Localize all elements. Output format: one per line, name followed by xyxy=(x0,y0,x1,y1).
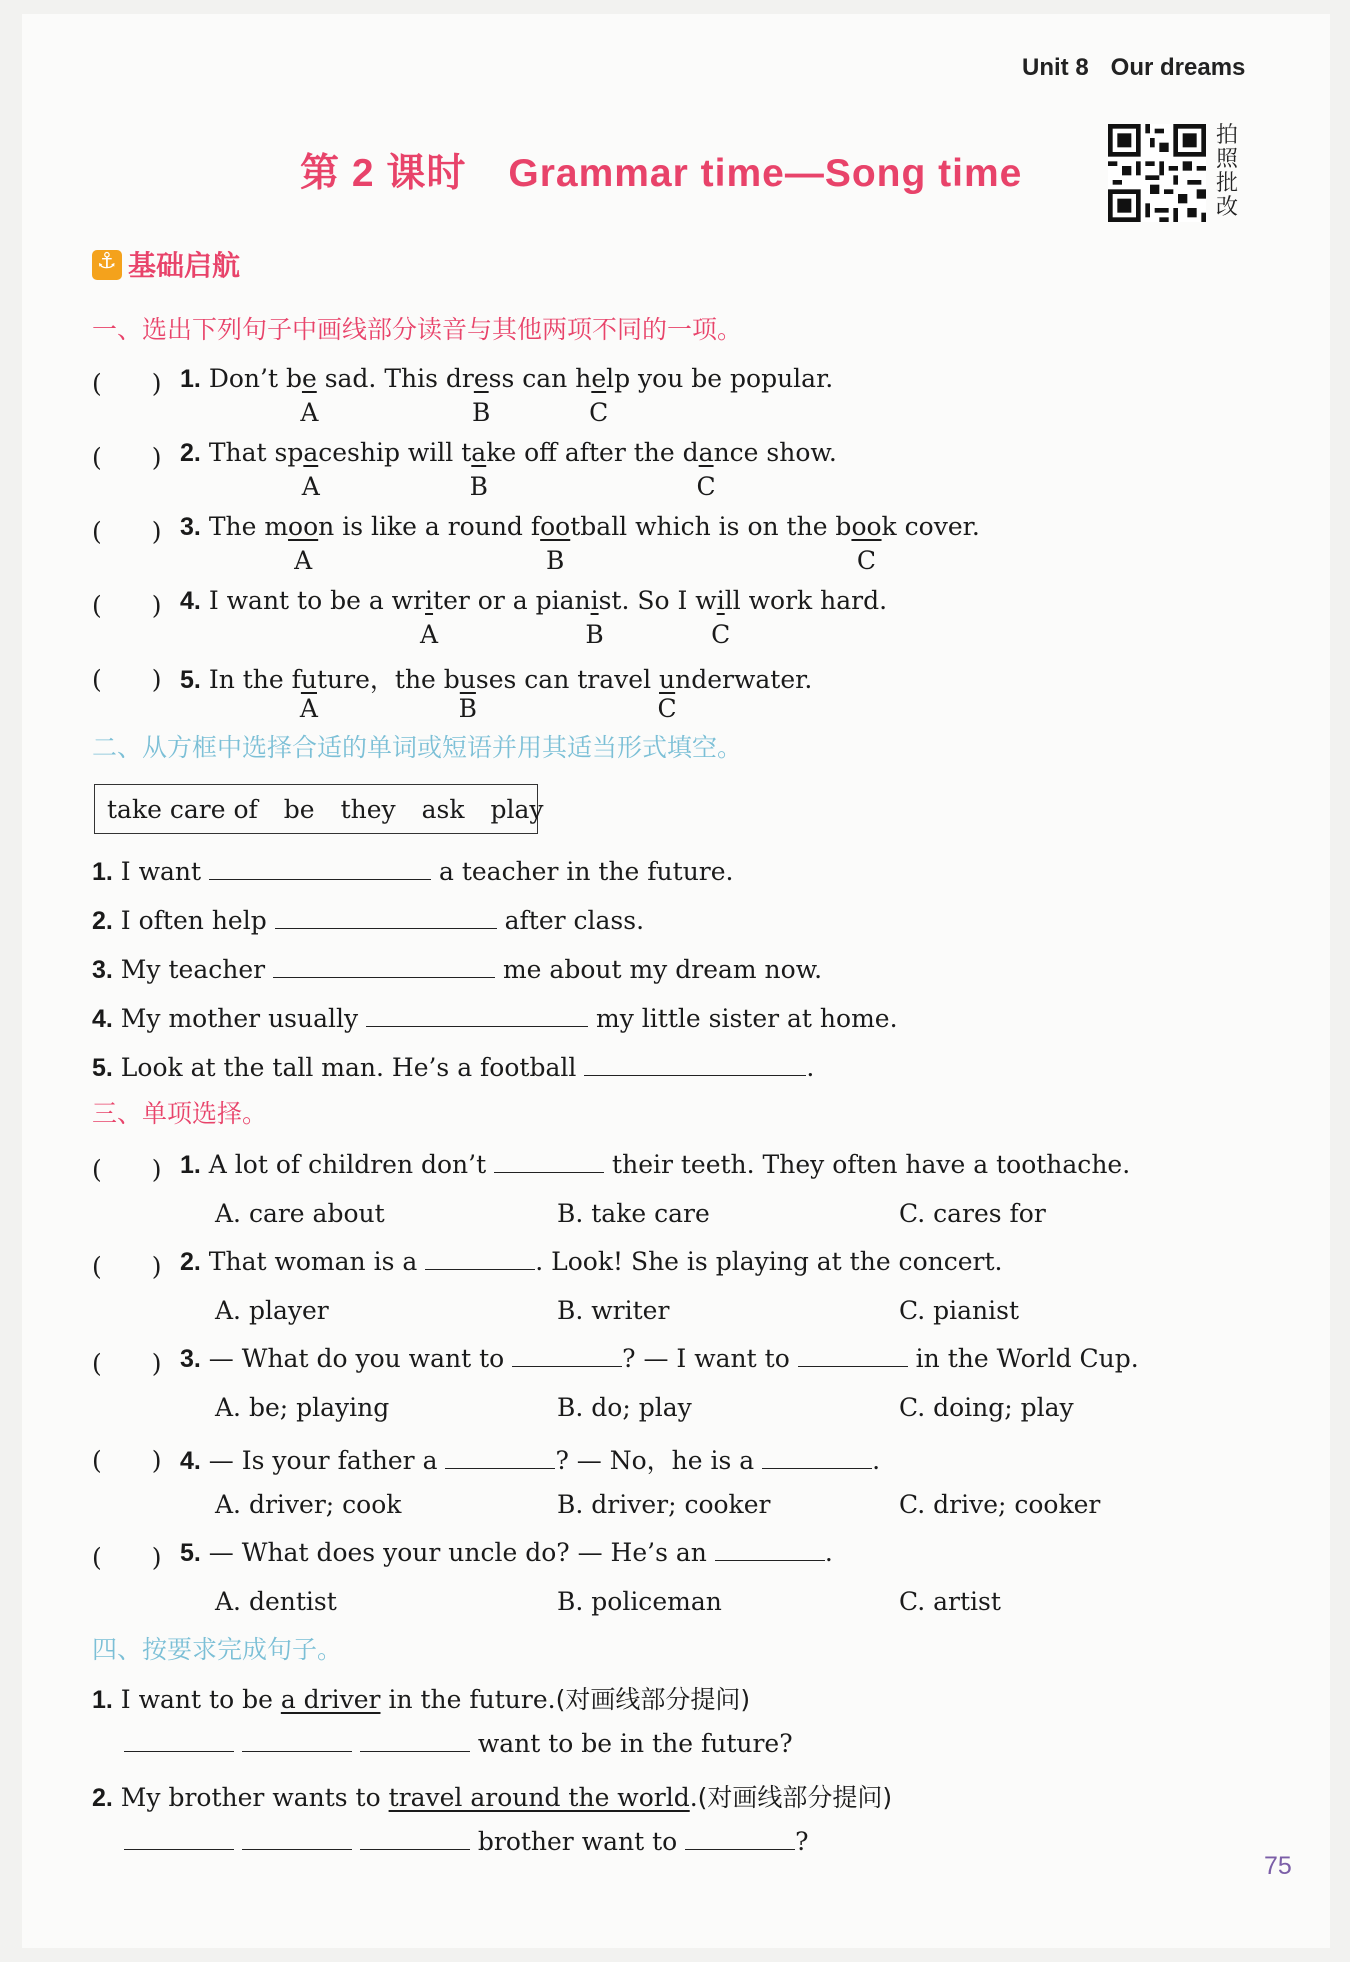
sentence-text: That sp xyxy=(208,438,304,467)
question-line xyxy=(180,1538,833,1568)
choice-option[interactable]: C. cares for xyxy=(899,1199,1046,1228)
sentence-text: Don’t b xyxy=(208,364,302,393)
underlined-phrase: a driver xyxy=(280,1685,381,1714)
section3-title: 三、单项选择。 xyxy=(92,1099,268,1128)
question-number: 5. xyxy=(92,1054,113,1082)
question-number: 4. xyxy=(180,587,201,615)
answer-blank[interactable] xyxy=(366,1006,588,1027)
anchor-icon xyxy=(92,250,122,280)
question-line xyxy=(180,1247,1002,1277)
answer-blank[interactable] xyxy=(275,908,497,929)
option-letter: C xyxy=(711,620,731,649)
lesson-title xyxy=(300,142,1022,198)
sentence-text: brother want to xyxy=(477,1827,686,1856)
choice-option[interactable]: A. dentist xyxy=(215,1587,337,1616)
option-letter: A xyxy=(294,546,313,575)
answer-blank[interactable] xyxy=(124,1829,234,1850)
underlined-letters: oo xyxy=(540,512,571,541)
rewrite-question xyxy=(92,1680,750,1716)
question-line xyxy=(180,364,833,394)
option-letter: C xyxy=(589,398,609,427)
sentence-text: My teacher xyxy=(112,955,274,984)
answer-paren[interactable]: ( ) xyxy=(92,369,162,398)
choice-option[interactable]: C. artist xyxy=(899,1587,1001,1616)
question-number: 5. xyxy=(180,1539,201,1567)
underlined-letters: e xyxy=(591,364,607,393)
sentence-text: ke off after the d xyxy=(486,438,699,467)
section2-title: 二、从方框中选择合适的单词或短语并用其适当形式填空。 xyxy=(92,733,743,762)
instruction-note: (对画线部分提问) xyxy=(697,1783,893,1812)
choice-option[interactable]: A. be; playing xyxy=(215,1393,390,1422)
answer-blank[interactable] xyxy=(242,1731,352,1752)
choice-option[interactable]: C. doing; play xyxy=(899,1393,1074,1422)
option-letter: A xyxy=(299,694,318,723)
underlined-letters: a xyxy=(303,438,319,467)
option-letter: C xyxy=(696,472,716,501)
sentence-text: k cover. xyxy=(881,512,980,541)
sentence-text: my little sister at home. xyxy=(588,1004,898,1033)
answer-blank[interactable] xyxy=(360,1829,470,1850)
question-number: 1. xyxy=(92,1686,113,1714)
basic-section-title xyxy=(92,244,240,284)
sentence-text: ceship will t xyxy=(318,438,472,467)
word-box-item: play xyxy=(490,795,544,824)
sentence-text: tball which is on the b xyxy=(570,512,852,541)
photo-grading-label: 拍照批改 xyxy=(1216,123,1239,220)
answer-paren[interactable]: ( ) xyxy=(92,1446,162,1475)
sentence-text: — What does your uncle do? xyxy=(200,1538,578,1567)
fill-blank-line xyxy=(92,1053,814,1083)
sentence-text: in the future. xyxy=(380,1685,556,1714)
question-number: 2. xyxy=(180,439,201,467)
sentence-text: ss can h xyxy=(488,364,592,393)
sentence-text: after class. xyxy=(496,906,645,935)
sentence-text: — No，he is a xyxy=(568,1446,763,1475)
question-number: 2. xyxy=(180,1248,201,1276)
answer-paren[interactable]: ( ) xyxy=(92,443,162,472)
sentence-text: . Look! She is playing at the concert. xyxy=(535,1247,1003,1276)
underlined-letters: i xyxy=(425,586,434,615)
sentence-text: . xyxy=(824,1538,833,1567)
question-number: 2. xyxy=(92,907,113,935)
word-box-item: be xyxy=(283,795,315,824)
fill-blank-line xyxy=(92,906,644,936)
question-number: 4. xyxy=(180,1447,201,1475)
sentence-text: ll work hard. xyxy=(724,586,888,615)
fill-blank-line xyxy=(92,857,734,887)
answer-blank[interactable] xyxy=(273,957,495,978)
option-letter: A xyxy=(300,398,319,427)
option-letter: B xyxy=(545,546,565,575)
choice-option[interactable]: B. policeman xyxy=(557,1587,722,1616)
answer-line xyxy=(124,1729,793,1758)
answer-paren[interactable]: ( ) xyxy=(92,1252,162,1281)
option-letter: A xyxy=(301,472,320,501)
choice-option[interactable]: C. drive; cooker xyxy=(899,1490,1101,1519)
answer-paren[interactable]: ( ) xyxy=(92,1155,162,1184)
sentence-text: in the World Cup. xyxy=(907,1344,1139,1373)
option-letter: A xyxy=(420,620,439,649)
choice-option[interactable]: C. pianist xyxy=(899,1296,1020,1325)
answer-blank[interactable] xyxy=(685,1829,795,1850)
sentence-text: My mother usually xyxy=(112,1004,367,1033)
answer-paren[interactable]: ( ) xyxy=(92,1349,162,1378)
answer-line xyxy=(124,1827,809,1856)
sentence-text: — I want to xyxy=(635,1344,798,1373)
underlined-letters: i xyxy=(716,586,725,615)
sentence-text: My brother wants to xyxy=(112,1783,389,1812)
sentence-text: I want to be xyxy=(112,1685,281,1714)
question-line xyxy=(180,586,887,616)
sentence-text: ? xyxy=(622,1344,636,1373)
question-line xyxy=(180,660,812,696)
option-letter: B xyxy=(458,694,478,723)
question-line xyxy=(180,438,837,468)
sentence-text: sad. This dr xyxy=(316,364,474,393)
sentence-text: want to be in the future? xyxy=(477,1729,793,1758)
underlined-letters: a xyxy=(471,438,487,467)
sentence-text: Look at the tall man. He’s a football xyxy=(112,1053,585,1082)
answer-paren[interactable]: ( ) xyxy=(92,665,162,694)
qr-code-icon[interactable] xyxy=(1108,124,1206,222)
lesson-title-cn: 第 2 课时 xyxy=(300,152,467,195)
answer-blank[interactable] xyxy=(124,1731,234,1752)
question-line xyxy=(180,1441,880,1477)
question-line xyxy=(180,1344,1139,1374)
word-box-item: they xyxy=(340,795,396,824)
option-letter: C xyxy=(856,546,877,575)
lesson-title-en: Grammar time—Song time xyxy=(508,152,1023,195)
sentence-text: That woman is a xyxy=(200,1247,426,1276)
sentence-text: — He’s an xyxy=(577,1538,715,1567)
sentence-text: In the f xyxy=(208,665,301,694)
question-number: 4. xyxy=(92,1005,113,1033)
choice-option[interactable]: A. driver; cook xyxy=(215,1490,402,1519)
answer-blank[interactable] xyxy=(798,1346,908,1367)
sentence-text: lp you be popular. xyxy=(606,364,834,393)
question-number: 1. xyxy=(180,1151,201,1179)
basic-section-label: 基础启航 xyxy=(128,249,241,282)
answer-blank[interactable] xyxy=(494,1152,604,1173)
sentence-text: ? xyxy=(795,1827,809,1856)
question-number: 2. xyxy=(92,1784,113,1812)
question-number: 1. xyxy=(92,858,113,886)
underlined-letters: u xyxy=(659,665,676,694)
sentence-text: I often help xyxy=(112,906,275,935)
unit-header xyxy=(1022,54,1245,82)
sentence-text: me about my dream now. xyxy=(495,955,823,984)
question-number: 3. xyxy=(180,1345,201,1373)
sentence-text: ses can travel xyxy=(475,665,660,694)
answer-blank[interactable] xyxy=(512,1346,622,1367)
answer-paren[interactable]: ( ) xyxy=(92,517,162,546)
option-letter: B xyxy=(469,472,488,501)
question-number: 5. xyxy=(180,666,201,694)
answer-blank[interactable] xyxy=(209,859,431,880)
answer-blank[interactable] xyxy=(715,1540,825,1561)
sentence-text: ture，the b xyxy=(317,665,460,694)
unit-number: Unit 8 xyxy=(1022,54,1089,81)
choice-option[interactable]: B. driver; cooker xyxy=(557,1490,771,1519)
answer-blank[interactable] xyxy=(425,1249,535,1270)
instruction-note: (对画线部分提问) xyxy=(555,1685,751,1714)
question-line xyxy=(180,1150,1130,1180)
choice-option[interactable]: B. do; play xyxy=(557,1393,692,1422)
sentence-text: ter or a pian xyxy=(433,586,591,615)
fill-blank-line xyxy=(92,955,822,985)
sentence-text: . xyxy=(872,1446,881,1475)
choice-option[interactable]: A. player xyxy=(215,1296,329,1325)
question-number: 3. xyxy=(92,956,113,984)
answer-blank[interactable] xyxy=(242,1829,352,1850)
answer-blank[interactable] xyxy=(360,1731,470,1752)
sentence-text: The m xyxy=(208,512,289,541)
fill-blank-line xyxy=(92,1004,898,1034)
underlined-letters: a xyxy=(698,438,714,467)
option-letter: B xyxy=(585,620,604,649)
sentence-text: . xyxy=(689,1783,698,1812)
underlined-letters: oo xyxy=(851,512,882,541)
word-box-item: ask xyxy=(421,795,465,824)
answer-blank[interactable] xyxy=(762,1448,872,1469)
question-number: 1. xyxy=(180,365,201,393)
sentence-text: . xyxy=(806,1053,815,1082)
sentence-text: I want xyxy=(112,857,210,886)
underlined-letters: i xyxy=(590,586,599,615)
underlined-letters: u xyxy=(300,665,317,694)
answer-blank[interactable] xyxy=(445,1448,555,1469)
sentence-text: I want to be a wr xyxy=(208,586,426,615)
choice-option[interactable]: B. take care xyxy=(557,1199,710,1228)
sentence-text: A lot of children don’t xyxy=(200,1150,495,1179)
unit-title: Our dreams xyxy=(1110,54,1246,81)
question-line xyxy=(180,512,980,542)
sentence-text: their teeth. They often have a toothache. xyxy=(604,1150,1131,1179)
page-number: 75 xyxy=(1264,1852,1292,1880)
option-letter: B xyxy=(472,398,491,427)
sentence-text: ? xyxy=(555,1446,569,1475)
answer-paren[interactable]: ( ) xyxy=(92,591,162,620)
underlined-phrase: travel around the world xyxy=(388,1783,690,1812)
section1-title: 一、选出下列句子中画线部分读音与其他两项不同的一项。 xyxy=(92,315,743,344)
sentence-text: — Is your father a xyxy=(200,1446,446,1475)
word-box xyxy=(94,784,544,834)
underlined-letters: e xyxy=(473,364,489,393)
choice-option[interactable]: A. care about xyxy=(215,1199,385,1228)
sentence-text: n is like a round f xyxy=(318,512,541,541)
sentence-text: nce show. xyxy=(713,438,837,467)
underlined-letters: oo xyxy=(288,512,319,541)
section4-title: 四、按要求完成句子。 xyxy=(92,1635,343,1664)
underlined-letters: e xyxy=(301,364,317,393)
answer-paren[interactable]: ( ) xyxy=(92,1543,162,1572)
sentence-text: — What do you want to xyxy=(200,1344,513,1373)
answer-blank[interactable] xyxy=(584,1055,806,1076)
sentence-text: a teacher in the future. xyxy=(431,857,734,886)
choice-option[interactable]: B. writer xyxy=(557,1296,670,1325)
sentence-text: st. So I w xyxy=(598,586,717,615)
question-number: 3. xyxy=(180,513,201,541)
option-letter: C xyxy=(657,694,677,723)
underlined-letters: u xyxy=(459,665,476,694)
rewrite-question xyxy=(92,1778,892,1814)
sentence-text: nderwater. xyxy=(675,665,813,694)
word-box-item: take care of xyxy=(107,795,258,824)
